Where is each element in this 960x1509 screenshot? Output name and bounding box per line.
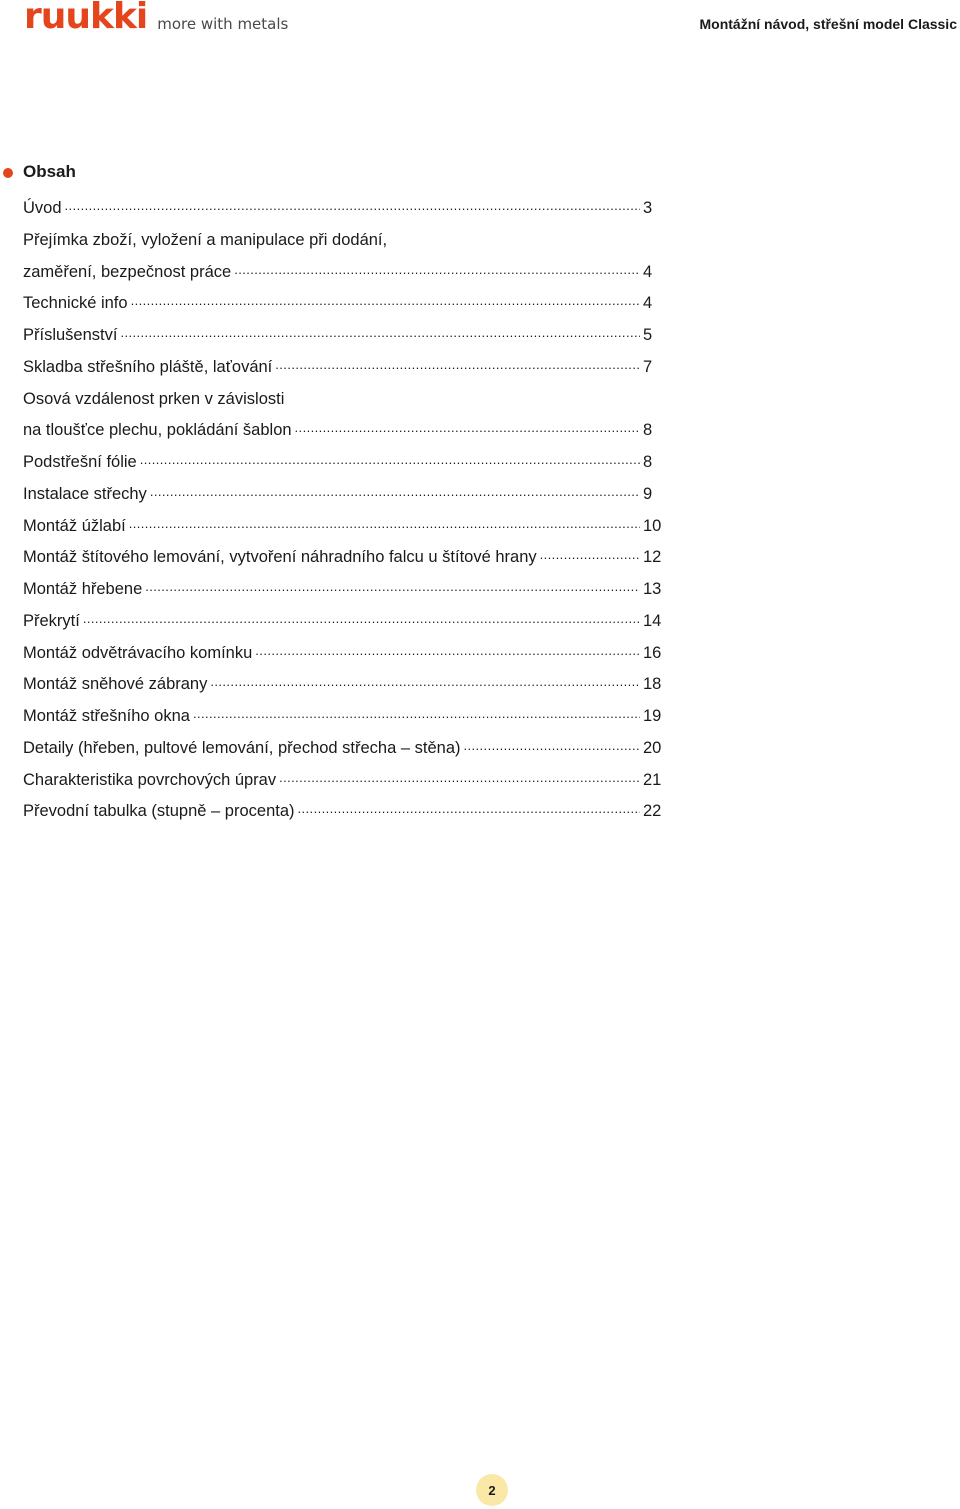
ruukki-logo: [24, 0, 289, 37]
logo-tagline: more with metals: [157, 15, 289, 33]
toc-entry[interactable]: [23, 733, 665, 765]
toc-entry[interactable]: [23, 415, 665, 447]
toc-dot-leader: [540, 551, 640, 571]
toc-entry[interactable]: [23, 479, 665, 511]
toc-dot-leader: [140, 456, 640, 476]
toc-entry-title: Podstřešní fólie: [23, 453, 137, 471]
bullet-icon: [3, 168, 13, 178]
toc-entry[interactable]: [23, 638, 665, 670]
toc-dot-leader: [150, 488, 640, 508]
toc-entry-title: Montáž odvětrávacího komínku: [23, 643, 253, 662]
toc-entry-title: Převodní tabulka (stupně – procenta): [23, 802, 295, 821]
toc-entry[interactable]: [23, 288, 665, 320]
toc-dot-leader: [131, 297, 640, 317]
toc-entry-title: na tloušťce plechu, pokládání šablon: [23, 421, 292, 440]
toc-dot-leader: [129, 519, 640, 539]
toc-entry[interactable]: [23, 225, 665, 257]
toc-entry-title: zaměření, bezpečnost práce: [23, 262, 232, 281]
toc-entry-page: 4: [643, 262, 653, 281]
toc-entry-title: Montáž střešního okna: [23, 707, 190, 725]
toc-entry[interactable]: [23, 320, 665, 352]
toc-list: [23, 193, 665, 828]
toc-dot-leader: [120, 329, 640, 349]
toc-dot-leader: [279, 773, 640, 793]
toc-entry-page: 4: [643, 294, 653, 313]
toc-dot-leader: [145, 583, 640, 603]
toc-entry[interactable]: [23, 669, 665, 701]
toc-entry-title: Překrytí: [23, 611, 80, 630]
toc-entry-page: 7: [643, 357, 653, 376]
toc-entry-title: Charakteristika povrchových úprav: [23, 770, 277, 789]
toc-entry[interactable]: [23, 511, 665, 543]
toc-dot-leader: [83, 615, 640, 635]
toc-entry[interactable]: [23, 574, 665, 606]
toc-entry-page: 10: [643, 516, 662, 535]
toc-entry-page: 13: [643, 580, 662, 598]
toc-entry-title: Přejímka zboží, vyložení a manipulace při dodání,: [23, 230, 388, 249]
toc-dot-leader: [298, 805, 640, 825]
toc-entry-page: 14: [643, 611, 662, 630]
toc-dot-leader: [275, 361, 640, 381]
toc-dot-leader: [193, 710, 640, 730]
toc-dot-leader: [295, 424, 640, 444]
toc-entry-title: Montáž štítového lemování, vytvoření náhradního falcu u štítové hrany: [23, 548, 537, 567]
toc-entry[interactable]: [23, 606, 665, 638]
toc-entry-title: Montáž sněhové zábrany: [23, 675, 208, 694]
toc-entry-page: 12: [643, 548, 662, 567]
toc-entry-page: 5: [643, 326, 653, 344]
toc-entry-page: 18: [643, 675, 662, 694]
toc-dot-leader: [255, 646, 640, 666]
toc-entry-title: Instalace střechy: [23, 484, 147, 503]
toc-entry-page: 19: [643, 707, 662, 725]
toc-entry[interactable]: [23, 447, 665, 479]
toc-entry-title: Montáž úžlabí: [23, 516, 126, 535]
toc-entry-title: Skladba střešního pláště, laťování: [23, 357, 273, 376]
toc-entry-title: Detaily (hřeben, pultové lemování, přechod střecha – stěna): [23, 738, 461, 757]
toc-entry-title: Úvod: [23, 199, 62, 217]
toc-entry-page: 9: [643, 484, 653, 503]
toc-entry-page: 8: [643, 453, 653, 471]
toc-entry[interactable]: [23, 765, 665, 797]
toc-entry[interactable]: [23, 796, 665, 828]
toc-entry-page: 22: [643, 802, 662, 821]
toc-entry[interactable]: [23, 257, 665, 289]
toc-entry-title: Montáž hřebene: [23, 580, 143, 598]
document-title: Montážní návod, střešní model Classic: [699, 16, 957, 32]
toc-heading-text: Obsah: [23, 162, 76, 181]
toc-entry-title: Technické info: [23, 294, 128, 313]
toc-dot-leader: [464, 742, 641, 762]
toc-entry[interactable]: [23, 352, 665, 384]
toc-entry[interactable]: [23, 384, 665, 416]
toc-dot-leader: [65, 202, 640, 222]
page-number-badge: 2: [476, 1474, 508, 1506]
toc-dot-leader: [234, 265, 640, 285]
toc-entry-title: Osová vzdálenost prken v závislosti: [23, 389, 285, 408]
toc-entry[interactable]: [23, 542, 665, 574]
toc-entry-page: 21: [643, 770, 662, 789]
toc-dot-leader: [210, 678, 640, 698]
toc-entry[interactable]: [23, 193, 665, 225]
toc-entry-title: Příslušenství: [23, 326, 118, 344]
toc-entry-page: 8: [643, 421, 653, 440]
logo-wordmark: ruukki: [24, 0, 148, 37]
toc-entry-page: 20: [643, 738, 662, 757]
toc-entry-page: 16: [643, 643, 662, 662]
toc-entry-page: 3: [643, 199, 653, 217]
toc-entry[interactable]: [23, 701, 665, 733]
